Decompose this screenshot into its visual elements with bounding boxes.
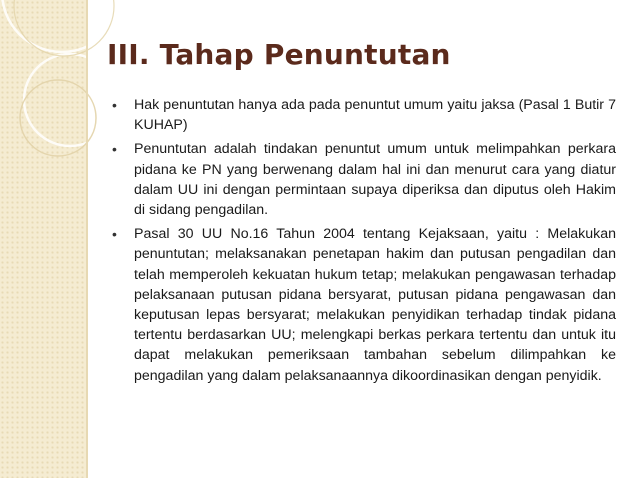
bullet-icon: • — [112, 226, 117, 243]
bullet-icon: • — [112, 141, 117, 158]
bullet-icon: • — [112, 97, 117, 113]
bullet-text: Penuntutan adalah tindakan penuntut umum untuk melimpahkan perkara pidana ke PN yang berwenang dalam hal ini dan menurut cara yang diatur dalam UU ini dengan permintaan supaya diperiksa dan diputus oleh Hakim di sidang pengadilan. — [134, 141, 616, 219]
bullet-list — [112, 95, 616, 390]
bullet-item — [112, 224, 616, 386]
slide-title: III. Tahap Penuntutan — [107, 38, 451, 71]
bullet-item — [112, 95, 616, 135]
panel-divider — [86, 0, 88, 478]
bullet-text: Hak penuntutan hanya ada pada penuntut umum yaitu jaksa (Pasal 1 Butir 7 KUHAP) — [134, 97, 616, 134]
decorative-arcs — [0, 0, 130, 478]
bullet-item — [112, 139, 616, 220]
bullet-text: Pasal 30 UU No.16 Tahun 2004 tentang Kejaksaan, yaitu : Melakukan penuntutan; melaksanakan penetapan hakim dan putusan pengadilan dan telah memperoleh kekuatan hukum tetap; melakukan pengawasan terhadap pelaksanaan putusan pidana bersyarat, putusan pidana pengawasan dan keputusan lepas bersyarat; melakukan penyidikan terhadap tindak pidana tertentu berdasarkan UU; melengkapi berkas perkara tertentu dan untuk itu dapat melakukan pemeriksaan tambahan sebelum dilimpahkan ke pengadilan yang dalam pelaksanaannya dikoordinasikan dengan penyidik. — [134, 226, 616, 384]
